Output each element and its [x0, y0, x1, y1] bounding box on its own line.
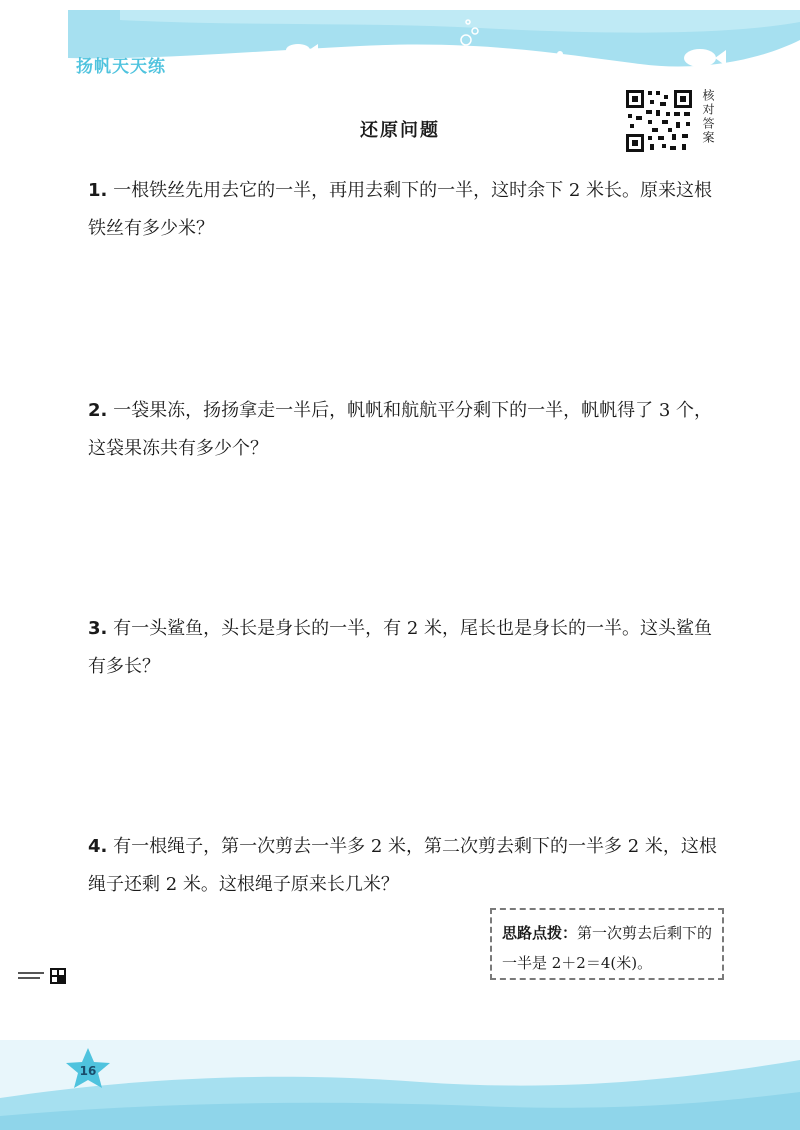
brand-logo: 扬帆天天练	[76, 57, 166, 77]
page-number: 16	[79, 1064, 97, 1078]
qr-label: 核对答案	[701, 89, 715, 145]
question-number: 4.	[88, 836, 108, 857]
question-number: 3.	[88, 618, 108, 639]
question-text: 一根铁丝先用去它的一半，再用去剩下的一半，这时余下 2 米长。原来这根铁丝有多少米？	[88, 180, 713, 239]
question-1	[88, 172, 728, 248]
hint-text: 第一次剪去后剩下的一半是 2＋2＝4(米)。	[502, 924, 713, 972]
question-text: 一袋果冻，扬扬拿走一半后，帆帆和航航平分剩下的一半，帆帆得了 3 个，这袋果冻共有多少个？	[88, 400, 713, 459]
question-text: 有一根绳子，第一次剪去一半多 2 米，第二次剪去剩下的一半多 2 米，这根绳子还剩 2 米。这根绳子原来长几米？	[88, 836, 717, 895]
bubble-icon	[557, 51, 563, 57]
question-2	[88, 392, 728, 468]
question-3	[88, 610, 728, 686]
hint-title: 思路点拨：	[502, 924, 578, 942]
question-4	[88, 828, 728, 904]
small-qr-icon	[18, 968, 66, 984]
question-number: 1.	[88, 180, 108, 201]
page-title: 还原问题	[360, 120, 440, 141]
footer-wave-band	[0, 1040, 800, 1130]
hint-box	[490, 908, 724, 980]
question-text: 有一头鲨鱼，头长是身长的一半，有 2 米，尾长也是身长的一半。这头鲨鱼有多长？	[88, 618, 713, 677]
question-number: 2.	[88, 400, 108, 421]
